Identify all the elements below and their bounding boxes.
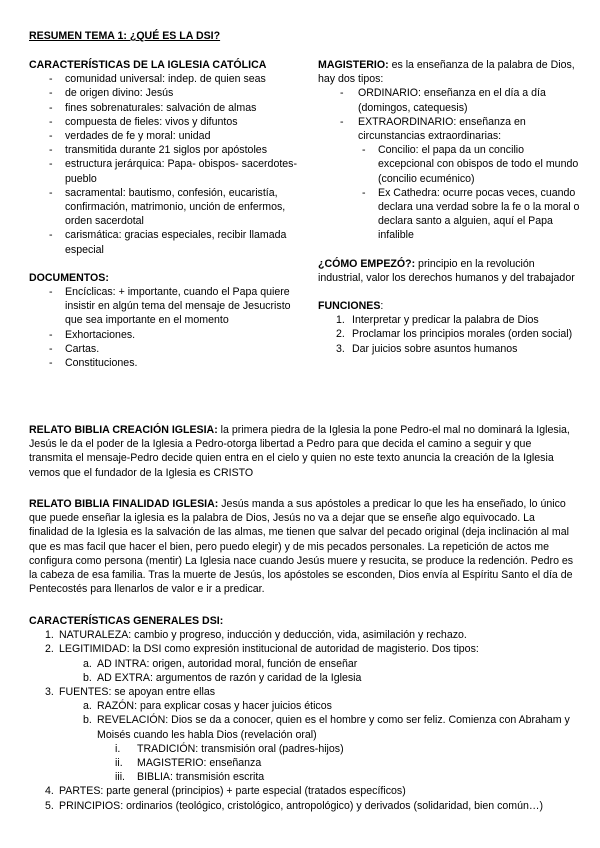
heading-funciones: FUNCIONES	[318, 300, 381, 313]
list-number: i.	[115, 742, 121, 755]
heading-documentos: DOCUMENTOS:	[29, 271, 109, 284]
list-number: 3.	[336, 342, 345, 355]
list-text: MAGISTERIO: enseñanza	[137, 757, 262, 770]
magisterio-extraordinario-text: EXTRAORDINARIO: enseñanza en circunstancias extraordinarias:	[358, 115, 526, 143]
list-item	[29, 713, 579, 741]
magisterio-intro: es la enseñanza de la palabra de Dios, hay dos tipos:	[318, 59, 575, 86]
list-item	[29, 657, 579, 671]
list-item	[29, 685, 579, 699]
list-item	[29, 671, 579, 685]
list-item	[29, 770, 579, 784]
caracteristicas-iglesia-list	[29, 72, 299, 257]
relato-creacion-text: la primera piedra de la Iglesia la pone Pedro-el mal no dominará la Iglesia, Jesús le da el poder de la Iglesia a Pedro-otorga libertad a Pedro para que decida el camino a seguir y que transmita el mensaje-Pedro decide quien entra en el cielo y quien no este texto anuncia la creación de la Iglesia vemos que el fundador de la Iglesia es CRISTO	[29, 424, 570, 479]
list-text: REVELACIÓN: Dios se da a conocer, quien es el hombre y como ser feliz. Comienza con Abraham y Moisés cuando les habla Dios (revelación oral)	[97, 714, 570, 741]
list-text: Interpretar y predicar la palabra de Dios	[352, 314, 539, 327]
list-item: - estructura jerárquica: Papa- obispos- sacerdotes-pueblo	[29, 157, 299, 185]
list-number: b.	[83, 671, 92, 684]
list-item	[29, 628, 579, 642]
list-item	[29, 799, 579, 813]
list-text: BIBLIA: transmisión escrita	[137, 771, 265, 784]
heading-como-empezo: ¿CÓMO EMPEZÓ?:	[318, 257, 416, 270]
list-text: NATURALEZA: cambio y progreso, inducción y deducción, vida, asimilación y rechazo.	[59, 629, 467, 642]
list-item	[29, 742, 579, 756]
caracteristicas-generales-section	[29, 614, 579, 813]
list-item: - de origen divino: Jesús	[29, 86, 299, 100]
magisterio-sub-list	[318, 143, 580, 242]
heading-magisterio: MAGISTERIO:	[318, 59, 389, 71]
page-title: RESUMEN TEMA 1: ¿QUÉ ES LA DSI?	[29, 30, 221, 42]
documentos-list	[29, 285, 299, 370]
list-number: 1.	[45, 629, 54, 642]
list-text: Proclamar los principios morales (orden social)	[352, 328, 573, 341]
list-item: - fines sobrenaturales: salvación de almas	[29, 101, 299, 115]
funciones-heading-line	[318, 299, 580, 313]
funciones-colon: :	[380, 300, 384, 313]
list-text: FUENTES: se apoyan entre ellas	[59, 686, 216, 699]
list-item: - Ex Cathedra: ocurre pocas veces, cuando declara una verdad sobre la fe o la moral o declara santo a alguien, aquí el Papa infalible	[318, 186, 580, 243]
list-item: - Concilio: el papa da un concilio excepcional con obispos de todo el mundo (concilio ecuménico)	[318, 143, 580, 186]
list-text: RAZÓN: para explicar cosas y hacer juicios éticos	[97, 700, 332, 713]
magisterio-list	[318, 86, 580, 143]
heading-caracteristicas-generales: CARACTERÍSTICAS GENERALES DSI:	[29, 615, 224, 627]
list-item: - carismática: gracias especiales, recibir llamada especial	[29, 228, 299, 256]
list-text: AD INTRA: origen, autoridad moral, función de enseñar	[97, 657, 358, 670]
como-empezo-text: principio en la revolución industrial, valor los derechos humanos y del trabajador	[318, 257, 575, 284]
list-item: - comunidad universal: indep. de quien seas	[29, 72, 299, 86]
list-item: - Exhortaciones.	[29, 328, 299, 342]
list-number: 2.	[45, 643, 54, 656]
list-number: ii.	[115, 757, 123, 770]
heading-relato-finalidad: RELATO BIBLIA FINALIDAD IGLESIA:	[29, 498, 219, 510]
right-column	[318, 58, 580, 356]
list-item: - verdades de fe y moral: unidad	[29, 129, 299, 143]
funciones-list	[318, 313, 580, 356]
list-item: - transmitida durante 21 siglos por apóstoles	[29, 143, 299, 157]
list-number: iii.	[115, 771, 126, 784]
list-number: 5.	[45, 799, 54, 812]
list-item: - sacramental: bautismo, confesión, eucaristía, confirmación, matrimonio, unción de enfermos, orden sacerdotal	[29, 186, 299, 229]
list-item	[318, 313, 580, 327]
list-item: - Encíclicas: + importante, cuando el Papa quiere insistir en algún tema del mensaje de Jesucristo que sea importante en el momento	[29, 285, 299, 328]
relato-creacion-paragraph	[29, 423, 574, 480]
relato-finalidad-paragraph	[29, 497, 574, 596]
list-text: PRINCIPIOS: ordinarios (teológico, cristológico, antropológico) y derivados (solidaridad, bien común…)	[59, 799, 544, 812]
magisterio-ordinario: - ORDINARIO: enseñanza en el día a día (domingos, catequesis)	[318, 86, 580, 114]
list-item	[29, 642, 579, 656]
como-empezo-paragraph	[318, 257, 580, 285]
heading-relato-creacion: RELATO BIBLIA CREACIÓN IGLESIA:	[29, 424, 218, 436]
list-text: Dar juicios sobre asuntos humanos	[352, 342, 518, 355]
magisterio-paragraph	[318, 58, 580, 86]
list-item	[29, 784, 579, 798]
list-item	[318, 327, 580, 341]
list-number: 1.	[336, 314, 345, 327]
list-item: - Constituciones.	[29, 356, 299, 370]
list-item: - Cartas.	[29, 342, 299, 356]
list-text: PARTES: parte general (principios) + parte especial (tratados específicos)	[59, 785, 406, 798]
relato-finalidad-text: Jesús manda a sus apóstoles a predicar lo que les ha enseñado, lo único que puede enseñar la iglesia es la palabra de Dios, Jesús no va a dejar que se enseñe algo equivocado. La finalidad de la Iglesia es la salvación de las almas, me tienen que salvar del pecado original (deja inclinación al mal que es mas facil que hacer el bien, pero puedo elegir) y de mis pecados personales. La repetición de actos me configura como persona (mentir) La Iglesia nace cuando Jesús muere y resucita, se produce la redención. Pedro es la cabeza de esa familia. Tras la muerte de Jesús, los apóstoles se esconden, Dios envía al Espíritu Santo el día de Pentecostés para llenarlos de valor e ir a predicar.	[29, 498, 574, 596]
list-text: LEGITIMIDAD: la DSI como expresión institucional de autoridad de magisterio. Dos tipos:	[59, 643, 479, 656]
list-number: 3.	[45, 686, 54, 699]
list-text: AD EXTRA: argumentos de razón y caridad de la Iglesia	[97, 671, 362, 684]
list-number: a.	[83, 700, 92, 713]
magisterio-extraordinario	[318, 115, 580, 143]
list-number: a.	[83, 657, 92, 670]
list-item	[29, 699, 579, 713]
list-number: b.	[83, 714, 92, 727]
list-item	[318, 342, 580, 356]
list-number: 2.	[336, 328, 345, 341]
left-column	[29, 58, 299, 370]
list-number: 4.	[45, 785, 54, 798]
list-item: - compuesta de fieles: vivos y difuntos	[29, 115, 299, 129]
list-text: TRADICIÓN: transmisión oral (padres-hijos)	[137, 742, 344, 755]
list-item	[29, 756, 579, 770]
heading-caracteristicas-iglesia: CARACTERÍSTICAS DE LA IGLESIA CATÓLICA	[29, 59, 267, 71]
